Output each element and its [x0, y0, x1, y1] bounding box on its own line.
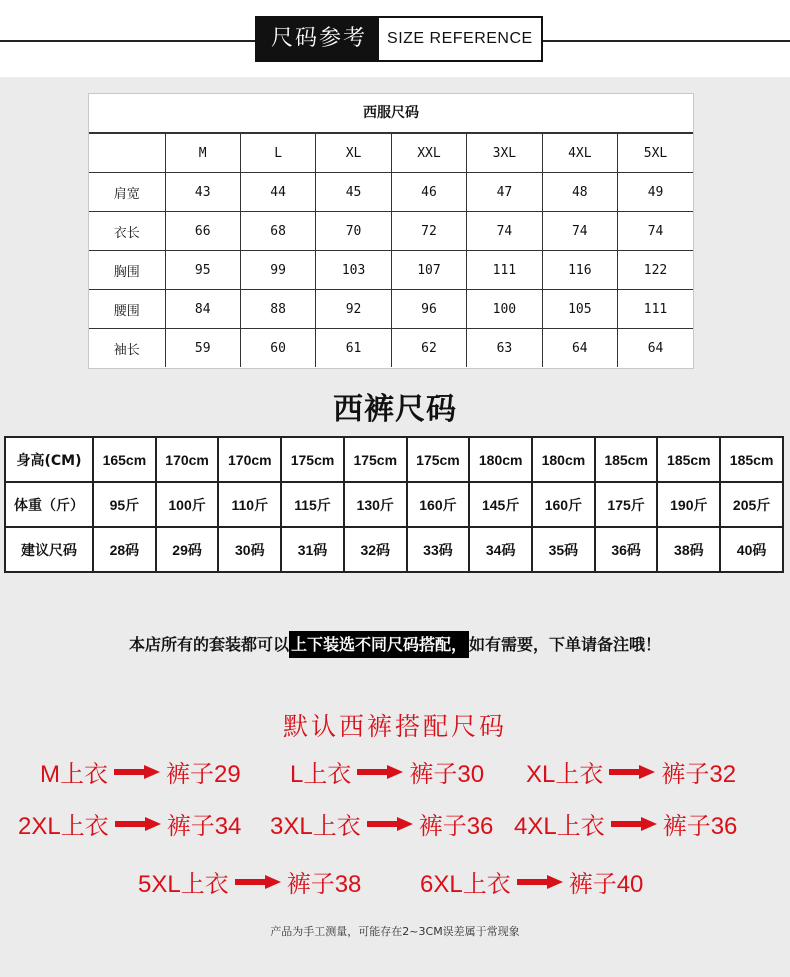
table-cell: 130斤 — [344, 482, 407, 527]
row-label: 体重（斤） — [5, 482, 93, 527]
row-label: 腰围 — [89, 290, 165, 329]
right-arrow-icon — [115, 817, 161, 831]
jacket-size: 5XL上衣 — [138, 871, 229, 898]
suit-size-header: XXL — [391, 133, 466, 173]
table-cell: 95 — [165, 251, 240, 290]
row-label: 胸围 — [89, 251, 165, 290]
suit-size-header: 4XL — [542, 133, 617, 173]
table-cell: 36码 — [595, 527, 658, 572]
suit-size-header: L — [240, 133, 315, 173]
table-cell: 99 — [240, 251, 315, 290]
table-cell: 145斤 — [469, 482, 532, 527]
size-mapping-pair — [270, 806, 493, 841]
jacket-size: 4XL上衣 — [514, 813, 605, 840]
right-arrow-icon — [235, 875, 281, 889]
table-cell: 175斤 — [595, 482, 658, 527]
jacket-size: M上衣 — [40, 761, 108, 788]
table-cell: 64 — [618, 329, 693, 368]
table-cell: 180cm — [532, 437, 595, 482]
jacket-size: 3XL上衣 — [270, 813, 361, 840]
table-cell: 31码 — [281, 527, 344, 572]
header-title-cn: 尺码参考 — [255, 16, 379, 62]
row-label: 衣长 — [89, 212, 165, 251]
table-cell: 72 — [391, 212, 466, 251]
table-cell: 66 — [165, 212, 240, 251]
pants-table-title: 西裤尺码 — [333, 392, 457, 427]
row-label: 身高(CM) — [5, 437, 93, 482]
table-cell: 43 — [165, 173, 240, 212]
table-cell: 59 — [165, 329, 240, 368]
table-cell: 205斤 — [720, 482, 783, 527]
table-cell: 115斤 — [281, 482, 344, 527]
table-row — [5, 527, 783, 572]
table-cell: 74 — [542, 212, 617, 251]
table-cell: 34码 — [469, 527, 532, 572]
pants-size: 裤子40 — [568, 871, 644, 898]
suit-table — [89, 132, 693, 367]
row-label: 袖长 — [89, 329, 165, 368]
table-cell: 62 — [391, 329, 466, 368]
table-cell: 170cm — [156, 437, 219, 482]
mix-size-note — [0, 632, 790, 655]
table-cell: 63 — [467, 329, 542, 368]
size-mapping-pair — [420, 864, 643, 899]
pants-size: 裤子34 — [166, 813, 242, 840]
suit-table-title: 西服尺码 — [363, 105, 419, 121]
suit-size-header: 3XL — [467, 133, 542, 173]
table-cell: 61 — [316, 329, 391, 368]
measurement-disclaimer: 产品为手工测量，可能存在2~3CM误差属于常现象 — [270, 925, 520, 938]
table-cell: 40码 — [720, 527, 783, 572]
table-cell: 35码 — [532, 527, 595, 572]
table-cell: 160斤 — [407, 482, 470, 527]
size-mapping-pair — [290, 754, 484, 789]
table-cell: 32码 — [344, 527, 407, 572]
note-highlight: 上下装选不同尺码搭配， — [289, 631, 469, 658]
table-cell: 111 — [618, 290, 693, 329]
right-arrow-icon — [609, 765, 655, 779]
suit-size-table — [88, 93, 694, 369]
table-cell: 92 — [316, 290, 391, 329]
table-cell: 170cm — [218, 437, 281, 482]
right-arrow-icon — [357, 765, 403, 779]
pants-size: 裤子38 — [286, 871, 362, 898]
table-cell: 45 — [316, 173, 391, 212]
pants-size: 裤子36 — [418, 813, 494, 840]
table-cell: 33码 — [407, 527, 470, 572]
table-cell: 44 — [240, 173, 315, 212]
table-cell: 70 — [316, 212, 391, 251]
suit-size-header: XL — [316, 133, 391, 173]
table-cell: 110斤 — [218, 482, 281, 527]
note-text-after: 如有需要，下单请备注哦！ — [469, 635, 662, 654]
table-cell: 180cm — [469, 437, 532, 482]
size-mapping-pair — [18, 806, 241, 841]
pants-size: 裤子30 — [409, 761, 485, 788]
table-cell: 100斤 — [156, 482, 219, 527]
row-label: 建议尺码 — [5, 527, 93, 572]
table-cell: 30码 — [218, 527, 281, 572]
jacket-size: 2XL上衣 — [18, 813, 109, 840]
table-cell: 190斤 — [657, 482, 720, 527]
row-label: 肩宽 — [89, 173, 165, 212]
jacket-size: XL上衣 — [526, 761, 604, 788]
size-mapping-pair — [526, 754, 736, 789]
table-cell: 185cm — [657, 437, 720, 482]
table-cell: 175cm — [281, 437, 344, 482]
table-cell: 107 — [391, 251, 466, 290]
suit-corner-cell — [89, 133, 165, 173]
right-arrow-icon — [517, 875, 563, 889]
table-row — [89, 212, 693, 251]
table-cell: 60 — [240, 329, 315, 368]
size-mapping-pair — [138, 864, 361, 899]
table-cell: 46 — [391, 173, 466, 212]
table-cell: 100 — [467, 290, 542, 329]
table-cell: 103 — [316, 251, 391, 290]
note-text-before: 本店所有的套装都可以 — [128, 635, 289, 654]
table-cell: 111 — [467, 251, 542, 290]
right-arrow-icon — [611, 817, 657, 831]
jacket-size: 6XL上衣 — [420, 871, 511, 898]
table-cell: 28码 — [93, 527, 156, 572]
table-cell: 74 — [467, 212, 542, 251]
table-cell: 175cm — [407, 437, 470, 482]
size-mapping-pair — [40, 754, 241, 789]
table-cell: 165cm — [93, 437, 156, 482]
size-mapping-pair — [514, 806, 737, 841]
table-cell: 185cm — [595, 437, 658, 482]
jacket-size: L上衣 — [290, 761, 352, 788]
table-cell: 175cm — [344, 437, 407, 482]
header-title-en: SIZE REFERENCE — [379, 16, 543, 62]
table-row — [89, 329, 693, 368]
table-cell: 105 — [542, 290, 617, 329]
table-cell: 160斤 — [532, 482, 595, 527]
table-row — [89, 290, 693, 329]
table-row — [89, 173, 693, 212]
table-cell: 95斤 — [93, 482, 156, 527]
right-arrow-icon — [367, 817, 413, 831]
pants-size: 裤子36 — [662, 813, 738, 840]
table-row — [5, 482, 783, 527]
pants-size: 裤子32 — [661, 761, 737, 788]
suit-size-header: 5XL — [618, 133, 693, 173]
table-cell: 88 — [240, 290, 315, 329]
table-cell: 48 — [542, 173, 617, 212]
table-cell: 122 — [618, 251, 693, 290]
pants-size: 裤子29 — [166, 761, 241, 788]
table-row — [5, 437, 783, 482]
table-cell: 47 — [467, 173, 542, 212]
default-pants-mapping-title: 默认西裤搭配尺码 — [282, 712, 507, 741]
suit-header-row — [89, 133, 693, 173]
table-cell: 38码 — [657, 527, 720, 572]
table-cell: 96 — [391, 290, 466, 329]
size-reference-header — [255, 16, 543, 62]
pants-table — [4, 436, 784, 573]
suit-size-header: M — [165, 133, 240, 173]
table-cell: 185cm — [720, 437, 783, 482]
table-cell: 29码 — [156, 527, 219, 572]
table-cell: 74 — [618, 212, 693, 251]
right-arrow-icon — [114, 765, 160, 779]
table-cell: 84 — [165, 290, 240, 329]
table-cell: 68 — [240, 212, 315, 251]
table-cell: 64 — [542, 329, 617, 368]
table-row — [89, 251, 693, 290]
table-cell: 49 — [618, 173, 693, 212]
table-cell: 116 — [542, 251, 617, 290]
